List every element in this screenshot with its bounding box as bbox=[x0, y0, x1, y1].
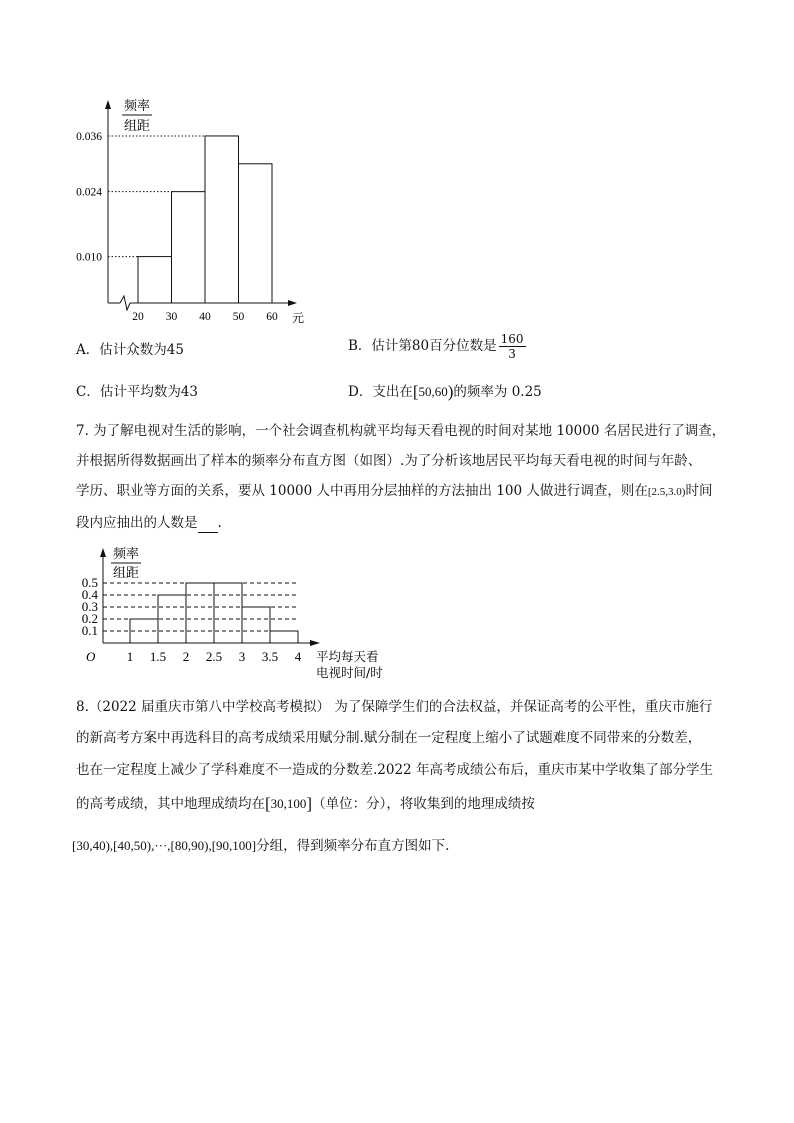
chart1-y-ticks bbox=[76, 131, 102, 264]
chart2-y-ticks bbox=[82, 575, 99, 638]
q8-intervals: [30,40),[40,50),···,[80,90),[90,100] bbox=[72, 838, 257, 853]
chart1-y-tick-label: 0.036 bbox=[76, 130, 102, 143]
chart1-ylabel-top: 频率 bbox=[123, 99, 151, 114]
chart1-x-tick-label: 20 bbox=[132, 311, 144, 323]
q8-range: [30,100] bbox=[265, 794, 313, 813]
histogram-bar bbox=[138, 257, 172, 303]
chart2-x-tick-label: 1.5 bbox=[149, 649, 167, 664]
chart2-y-tick-label: 0.5 bbox=[81, 575, 98, 590]
q8-line-5 bbox=[72, 836, 449, 856]
chart1-y-arrow bbox=[105, 100, 111, 109]
chart2-y-tick-label: 0.1 bbox=[81, 623, 98, 638]
option-b-fraction bbox=[499, 332, 526, 361]
q7-line-2: 并根据所得数据画出了样本的频率分布直方图（如图）.为了分析该地居民平均每天看电视的时间与年龄、 bbox=[76, 453, 702, 469]
chart1-x-tick-label: 30 bbox=[165, 311, 178, 323]
chart2-x-tick-label: 4 bbox=[294, 649, 302, 664]
option-d bbox=[348, 382, 542, 402]
option-b-text: B．估计第80百分位数是 bbox=[348, 338, 497, 354]
q7-line-4 bbox=[76, 513, 222, 533]
chart2-bars bbox=[130, 583, 298, 643]
option-d-prefix: D．支出在 bbox=[348, 384, 413, 400]
chart1-x-tick-label: 50 bbox=[232, 311, 245, 323]
option-a: A．估计众数为45 bbox=[76, 342, 184, 358]
q7-line-3-text: 学历、职业等方面的关系，要从 10000 人中再用分层抽样的方法抽出 100 人做进行调查，则在 bbox=[76, 483, 648, 499]
histogram-bar bbox=[130, 619, 158, 643]
chart2-x-arrow bbox=[310, 640, 320, 646]
chart2-x-tick-label: 3.5 bbox=[261, 649, 279, 664]
chart2-y-tick-label: 0.4 bbox=[81, 587, 98, 602]
histogram-bar bbox=[158, 595, 186, 643]
chart2-x-tick-label: 2.5 bbox=[205, 649, 223, 664]
histogram-bar bbox=[186, 583, 214, 643]
q8-line-4-suffix: （单位：分），将收集到的地理成绩按 bbox=[312, 796, 535, 812]
answer-blank[interactable] bbox=[198, 518, 218, 533]
chart2-ylabel-bottom: 组距 bbox=[112, 566, 140, 581]
chart2-y-tick-label: 0.2 bbox=[81, 611, 98, 626]
q8-line-4-text: 的高考成绩，其中地理成绩均在 bbox=[76, 796, 265, 812]
chart1-bars bbox=[138, 136, 272, 303]
option-d-suffix: 的频率为 0.25 bbox=[453, 384, 542, 400]
chart-1 bbox=[60, 90, 320, 330]
histogram-bar bbox=[172, 192, 206, 303]
q7-interval: [2.5,3.0) bbox=[647, 486, 686, 498]
option-c: C．估计平均数为43 bbox=[76, 384, 199, 400]
q7-line-3-suffix: 时间 bbox=[685, 483, 713, 499]
chart1-axis-break bbox=[120, 296, 130, 310]
chart1-x-arrow bbox=[288, 300, 297, 306]
q7-line-4-text: 段内应抽出的人数是 bbox=[76, 515, 198, 531]
chart1-x-unit: 元 bbox=[292, 311, 305, 325]
chart2-xlabel-line-1: 平均每天看 bbox=[316, 649, 379, 664]
chart2-x-tick-label: 3 bbox=[238, 649, 246, 664]
chart1-x-tick-label: 60 bbox=[266, 311, 278, 323]
q8-line-2: 的新高考方案中再选科目的高考成绩采用赋分制.赋分制在一定程度上缩小了试题难度不同带来的分数差， bbox=[76, 730, 702, 746]
option-b bbox=[348, 332, 526, 361]
chart1-y-tick-label: 0.010 bbox=[76, 251, 102, 264]
q8-line-3: 也在一定程度上减少了学科难度不一造成的分数差.2022 年高考成绩公布后，重庆市某中学收集了部分学生 bbox=[76, 762, 713, 778]
histogram-bar bbox=[214, 583, 242, 643]
q7-line-1: 7. 为了解电视对生活的影响，一个社会调查机构就平均每天看电视的时间对某地 10000 名居民进行了调查， bbox=[76, 423, 726, 439]
histogram-bar bbox=[270, 631, 298, 643]
q8-line-1: 8.（2022 届重庆市第八中学校高考模拟） 为了保障学生们的合法权益，并保证高考的公平性，重庆市施行 bbox=[76, 699, 713, 715]
chart1-y-tick-label: 0.024 bbox=[76, 186, 102, 199]
option-b-numerator: 160 bbox=[500, 332, 524, 346]
q7-line-3 bbox=[76, 481, 712, 502]
chart2-x-ticks bbox=[127, 649, 302, 664]
histogram-bar bbox=[242, 607, 270, 643]
option-d-interval: [50,60) bbox=[412, 382, 454, 401]
histogram-bar bbox=[239, 164, 273, 303]
chart2-y-tick-label: 0.3 bbox=[81, 599, 98, 614]
chart2-origin: O bbox=[86, 649, 96, 664]
chart1-guides bbox=[108, 136, 205, 257]
chart2-x-tick-label: 1 bbox=[126, 649, 134, 664]
chart2-y-arrow bbox=[100, 548, 106, 557]
chart1-x-tick-label: 40 bbox=[199, 311, 211, 323]
histogram-bar bbox=[205, 136, 239, 303]
q8-line-4 bbox=[76, 794, 535, 814]
chart-2 bbox=[70, 540, 400, 685]
chart1-ylabel-bottom: 组距 bbox=[123, 119, 151, 134]
chart2-xlabel-line-2: 电视时间/时 bbox=[316, 665, 383, 680]
option-b-denominator: 3 bbox=[508, 347, 516, 361]
chart2-ylabel-top: 频率 bbox=[112, 547, 140, 562]
chart1-x-ticks bbox=[132, 311, 278, 323]
q8-line-5-suffix: 分组，得到频率分布直方图如下. bbox=[256, 838, 450, 854]
chart2-x-tick-label: 2 bbox=[182, 649, 190, 664]
q7-line-4-end: . bbox=[217, 515, 222, 531]
